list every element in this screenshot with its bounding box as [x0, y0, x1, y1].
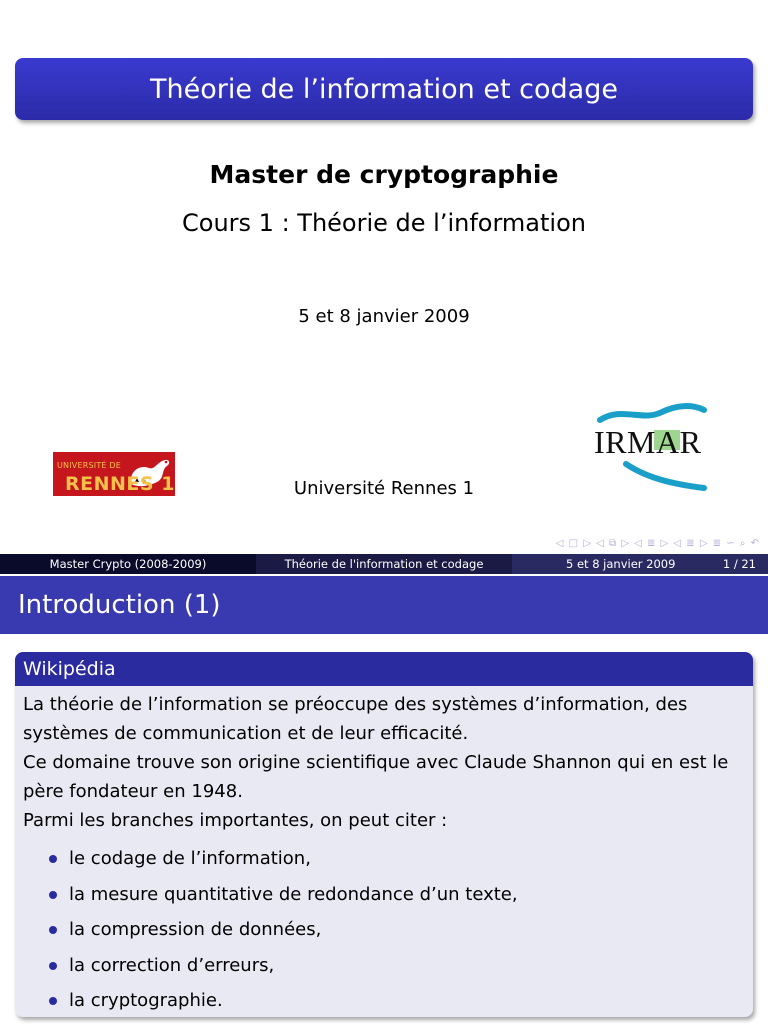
footer-page: 1 / 21	[722, 557, 756, 571]
list-item-text: la compression de données,	[69, 919, 322, 940]
list-item-text: la correction d’erreurs,	[69, 954, 275, 976]
course-title: Cours 1 : Théorie de l’information	[182, 209, 586, 237]
list-item	[23, 948, 745, 984]
bullet-icon	[49, 962, 57, 970]
bullet-icon	[49, 997, 57, 1005]
institute: Université Rennes 1	[293, 478, 475, 499]
block-title: Wikipédia	[23, 658, 116, 680]
list-item	[23, 877, 745, 913]
footer-title: Théorie de l'information et codage	[256, 554, 512, 574]
bullet-icon	[49, 926, 57, 934]
footer-date: 5 et 8 janvier 2009	[566, 557, 676, 571]
paragraph: Ce domaine trouve son origine scientifique avec Claude Shannon qui en est le père fondateur en 1948.	[23, 752, 729, 802]
irmar-logo	[592, 402, 717, 492]
list-item	[23, 912, 745, 948]
rennes-logo-top: UNIVERSITÉ DE	[57, 461, 122, 470]
title-banner	[15, 58, 753, 120]
list-item-text: la cryptographie.	[69, 990, 223, 1011]
frame-title-bar	[0, 576, 768, 634]
footer-author: Master Crypto (2008-2009)	[0, 554, 256, 574]
list-item-text: le codage de l’information,	[69, 848, 311, 869]
subtitle: Master de cryptographie	[209, 160, 559, 189]
beamer-navigation[interactable]: ◁ □ ▷ ◁ ⧉ ▷ ◁ ≣ ▷ ◁ ≣ ▷ ≣ ∽ ⌕ ↶	[555, 538, 760, 549]
list-item	[23, 841, 745, 877]
block-header	[15, 652, 753, 686]
slide-date: 5 et 8 janvier 2009	[298, 306, 470, 327]
rennes-logo	[53, 452, 175, 496]
paragraph: La théorie de l’information se préoccupe des systèmes d’information, des systèmes de communication et de leur efficacité.	[23, 694, 688, 744]
list-item	[23, 983, 745, 1017]
branch-list	[23, 841, 745, 1017]
footer-bar	[0, 554, 768, 574]
list-item-text: la mesure quantitative de redondance d’un texte,	[69, 883, 518, 905]
paragraph: Parmi les branches importantes, on peut citer :	[23, 810, 448, 831]
bullet-icon	[49, 891, 57, 899]
bullet-icon	[49, 855, 57, 863]
footer-info	[512, 554, 768, 574]
slide-title: Théorie de l’information et codage	[150, 73, 618, 105]
frame-title: Introduction (1)	[18, 590, 221, 620]
irmar-logo-text: IRMAR	[594, 424, 702, 460]
rennes-logo-main: RENNES 1	[65, 473, 175, 495]
block-body	[15, 686, 753, 1017]
wikipedia-block	[15, 652, 753, 1017]
